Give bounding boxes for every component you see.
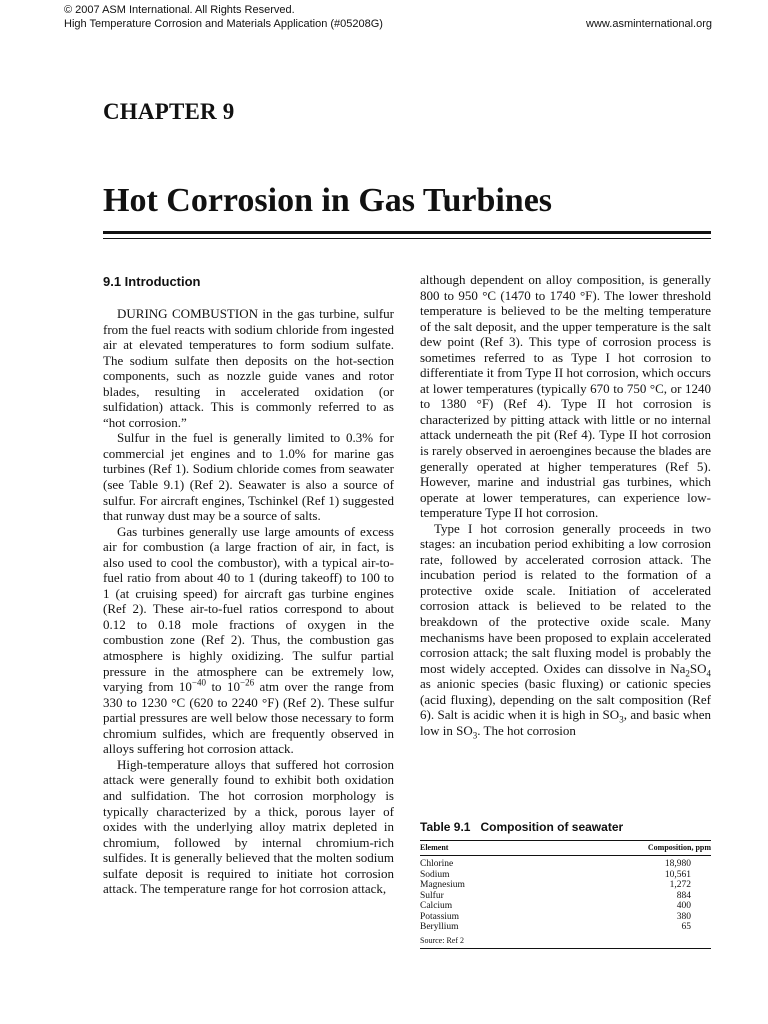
cell-element: Sodium [420,869,450,880]
section-heading: 9.1 Introduction [103,274,201,289]
table-row [420,870,711,881]
copyright-line: © 2007 ASM International. All Rights Reserved. [64,4,295,16]
cell-composition: 10,561 [664,869,691,880]
table-row [420,912,711,923]
table-row [420,880,711,891]
column-header-element: Element [420,843,449,852]
title-rule-thin [103,238,711,239]
cell-element: Sulfur [420,890,444,901]
cell-element: Magnesium [420,880,465,890]
table-source: Source: Ref 2 [420,935,464,945]
running-header [64,17,712,31]
book-title: High Temperature Corrosion and Materials Application (#05208G) [64,18,383,30]
table-title: Composition of seawater [480,820,624,834]
paragraph: High-temperature alloys that suffered hot corrosion attack were generally found to exhibit both oxidation and sulfidation. The hot corrosion morphology is typically characterized by a thick, porous layer of oxides with the underlying alloy matrix depleted in chromium, followed by internal chromium-rich sulfides. It is generally believed that the molten sodium sulfate deposit is required to initiate hot corrosion attack. The temperature range for hot corrosion attack, [103,756,394,897]
cell-element: Beryllium [420,922,459,932]
table-row [420,922,711,933]
paragraph: Type I hot corrosion generally proceeds in two stages: an incubation period exhibiting a low corrosion rate, followed by accelerated corrosion attack. The incubation period is related to the formation of a protective oxide scale. Initiation of accelerated corrosion attack is believed to be related to the breakdown of the protective oxide scale. Many mechanisms have been proposed to explain accelerated corrosion attack; the salt fluxing model is probably the most widely accepted. Oxides can dissolve in $Na_2SO_4$ as anionic species (basic fluxing) or cationic species (acid fluxing), depending on the salt composition (Ref 6). Salt is acidic when it is high in $SO_3$, and basic when low in $SO_3$. The hot corrosion [420,520,712,741]
chapter-title: Hot Corrosion in Gas Turbines [103,182,553,219]
table-row [420,891,711,902]
column-header-composition: Composition, ppm [647,843,711,852]
seawater-composition-table [420,820,711,949]
cell-element: Calcium [420,901,453,911]
title-rule-thick [103,231,711,234]
paragraph: DURING COMBUSTION in the gas turbine, sulfur from the fuel reacts with sodium chloride from ingested air at elevated temperatures to form sodium sulfate. The sodium sulfate then deposits on the hot-section components, such as nozzle guide vanes and rotor blades, resulting in accelerated oxidation (or sulfidation) attack. This is commonly referred to as “hot corrosion.” [103,306,394,430]
cell-composition: 400 [676,901,691,911]
table-caption [420,820,711,834]
table-row [420,901,711,912]
cell-composition: 18,980 [664,859,691,869]
cell-composition: 1,272 [669,880,691,890]
chapter-label: CHAPTER 9 [103,99,235,124]
paragraph: although dependent on alloy composition, is generally 800 to 950 °C (1470 to 1740 °F). The lower threshold temperature is believed to be the melting temperature of the salt deposit, and the upper temperature is the salt dew point (Ref 3). This type of corrosion process is sometimes referred to as Type I hot corrosion to differentiate it from Type II hot corrosion, which occurs at lower temperatures (typically 670 to 750 °C, or 1240 to 1380 °F) (Ref 4). Type II hot corrosion is characterized by pitting attack with little or no internal attack underneath the pit (Ref 4). Type II hot corrosion is rarely observed in aeroengines because the blades are generally operated at higher temperatures (Ref 5). However, marine and industrial gas turbines, which operate at lower temperatures, can experience low-temperature Type II hot corrosion. [420,272,711,521]
cell-composition: 884 [676,890,691,901]
paragraph: Gas turbines generally use large amounts of excess air for combustion (a large fraction of air, in fact, is also used to cool the combustor), with a typical air-to-fuel ratio from about 40 to 1 (during takeoff) to 100 to 1 (at cruising speed) for aircraft gas turbine engines (Ref 2). These air-to-fuel ratios correspond to about 0.12 to 0.18 mole fractions of oxygen in the combustion zone (Ref 2). Thus, the combustion gas atmosphere is highly oxidizing. The sulfur partial pressure in the atmosphere can be extremely low, varying from $10^{-40}$ to $10^{-26}$ atm over the range from 330 to 1230 °C (620 to 2240 °F) (Ref 2). These sulfur partial pressures are well below those necessary to form chromium sulfides, which are frequently observed in alloys suffering hot corrosion attack. [103,523,394,757]
table-row [420,859,711,870]
cell-composition: 380 [676,911,691,922]
cell-element: Potassium [420,911,460,922]
table-header [420,841,711,855]
right-column [420,272,712,741]
left-column [103,306,394,897]
table-body [420,856,711,933]
cell-element: Chlorine [420,859,454,869]
table-number: Table 9.1 [420,820,471,834]
cell-composition: 65 [681,922,691,932]
table-bottom-rule [420,948,711,949]
website-url[interactable]: www.asminternational.org [586,18,712,30]
paragraph: Sulfur in the fuel is generally limited to 0.3% for commercial jet engines and to 1.0% for marine gas turbines (Ref 1). Sodium chloride comes from seawater (see Table 9.1) (Ref 2). Seawater is also a source of sulfur. For aircraft engines, Tschinkel (Ref 1) suggested that runway dust may be a source of salts. [103,430,394,524]
